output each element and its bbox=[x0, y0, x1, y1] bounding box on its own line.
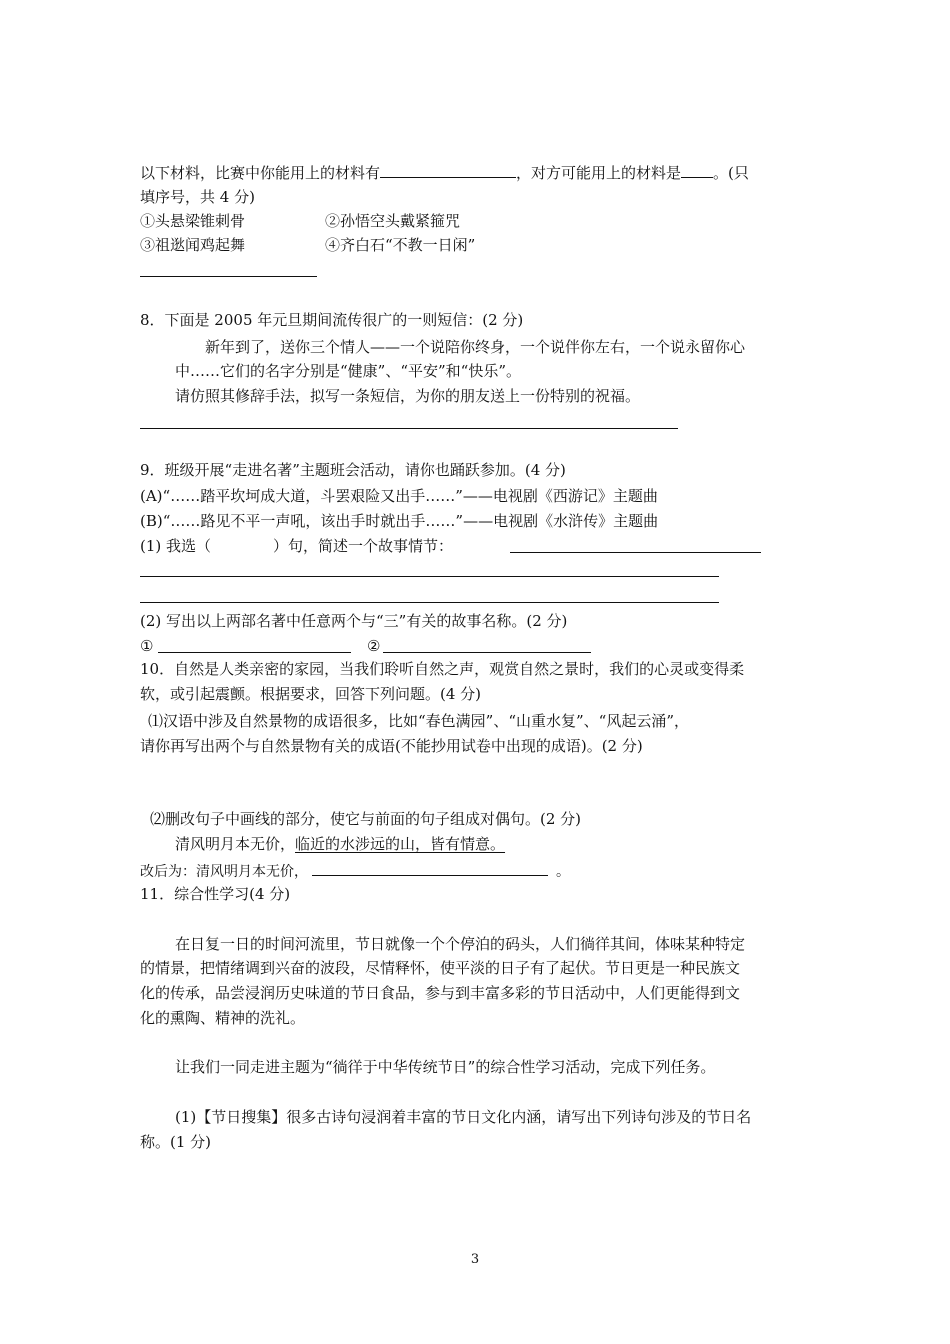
q10-underlined-part: 临近的水涉远的山，皆有情意。 bbox=[295, 835, 506, 853]
q9-sub2-answer-1[interactable] bbox=[158, 652, 351, 653]
q7-blank-opponent[interactable] bbox=[681, 162, 713, 178]
q9-num-1: ① bbox=[140, 637, 154, 655]
q7-option-1: ①头悬梁锥刺骨 bbox=[140, 212, 246, 230]
q7-option-2: ②孙悟空头戴紧箍咒 bbox=[325, 212, 461, 230]
q10-title-cont: 软，或引起震颤。根据要求，回答下列问题。(4 分) bbox=[140, 685, 482, 703]
q11-task1: (1)【节日搜集】很多古诗句浸润着丰富的节日文化内涵，请写出下列诗句涉及的节日名 bbox=[175, 1108, 752, 1126]
q9-sub1-answer-line-3[interactable] bbox=[140, 602, 719, 603]
q9-sub1: (1) 我选（ ）句，简述一个故事情节： bbox=[140, 537, 454, 555]
q7-blank-own[interactable] bbox=[380, 162, 516, 178]
q10-sub1: ⑴汉语中涉及自然景物的成语很多，比如“春色满园”、“山重水复”、“风起云涌”， bbox=[148, 712, 690, 730]
q11-para1-line1: 在日复一日的时间河流里，节日就像一个个停泊的码头，人们徜徉其间，体味某种特定 bbox=[175, 935, 746, 953]
q10-revision-blank[interactable] bbox=[312, 860, 548, 876]
q10-revision: 改后为：清风明月本无价， 。 bbox=[140, 860, 570, 882]
q9-sub2-answer-2[interactable] bbox=[383, 652, 591, 653]
q11-para1-line2: 的情景，把情绪调到兴奋的波段，尽情释怀，使平淡的日子有了起伏。节日更是一种民族文 bbox=[140, 959, 741, 977]
q8-title: 8．下面是 2005 年元旦期间流传很广的一则短信：(2 分) bbox=[140, 311, 524, 329]
q10-sentence: 清风明月本无价，临近的水涉远的山，皆有情意。 bbox=[175, 835, 506, 853]
q9-title: 9．班级开展“走进名著”主题班会活动，请你也踊跃参加。(4 分) bbox=[140, 461, 566, 479]
q11-para1-line4: 化的熏陶、精神的洗礼。 bbox=[140, 1009, 306, 1027]
q7-option-3: ③祖逖闻鸡起舞 bbox=[140, 236, 246, 254]
q9-sub1-answer-line-1[interactable] bbox=[510, 552, 761, 553]
q9-num-2: ② bbox=[367, 637, 381, 655]
q10-sub1-cont: 请你再写出两个与自然景物有关的成语(不能抄用试卷中出现的成语)。(2 分) bbox=[140, 737, 643, 755]
q8-sms-line2: 中……它们的名字分别是“健康”、“平安”和“快乐”。 bbox=[175, 362, 522, 380]
q11-para1-line3: 化的传承，品尝浸润历史味道的节日食品，参与到丰富多彩的节日活动中，人们更能得到文 bbox=[140, 984, 741, 1002]
q9-sub1-answer-line-2[interactable] bbox=[140, 576, 719, 577]
q8-answer-line[interactable] bbox=[140, 428, 678, 429]
q10-sub2: ⑵删改句子中画线的部分，使它与前面的句子组成对偶句。(2 分) bbox=[150, 810, 582, 828]
q7-option-4: ④齐白石“不教一日闲” bbox=[325, 236, 476, 254]
q9-option-a: (A)“……踏平坎坷成大道，斗罢艰险又出手……”——电视剧《西游记》主题曲 bbox=[140, 487, 658, 505]
q8-sms-line1: 新年到了，送你三个情人——一个说陪你终身，一个说伴你左右，一个说永留你心 bbox=[205, 338, 746, 356]
page-number: 3 bbox=[470, 1252, 480, 1267]
q7-line1: 以下材料，比赛中你能用上的材料有 ，对方可能用上的材料是 。(只 bbox=[140, 164, 749, 182]
q8-instruction: 请仿照其修辞手法，拟写一条短信，为你的朋友送上一份特别的祝福。 bbox=[175, 387, 641, 405]
q10-title: 10．自然是人类亲密的家园，当我们聆听自然之声，观赏自然之景时，我们的心灵或变得柔 bbox=[140, 660, 745, 678]
q11-task1-cont: 称。(1 分) bbox=[140, 1133, 212, 1151]
q9-option-b: (B)“……路见不平一声吼，该出手时就出手……”——电视剧《水浒传》主题曲 bbox=[140, 512, 659, 530]
q11-title: 11．综合性学习(4 分) bbox=[140, 885, 291, 903]
q7-answer-line[interactable] bbox=[140, 276, 317, 277]
q11-para2: 让我们一同走进主题为“徜徉于中华传统节日”的综合性学习活动，完成下列任务。 bbox=[175, 1058, 716, 1076]
q7-line2: 填序号，共 4 分) bbox=[140, 188, 255, 206]
q9-sub2: (2) 写出以上两部名著中任意两个与“三”有关的故事名称。(2 分) bbox=[140, 612, 568, 630]
